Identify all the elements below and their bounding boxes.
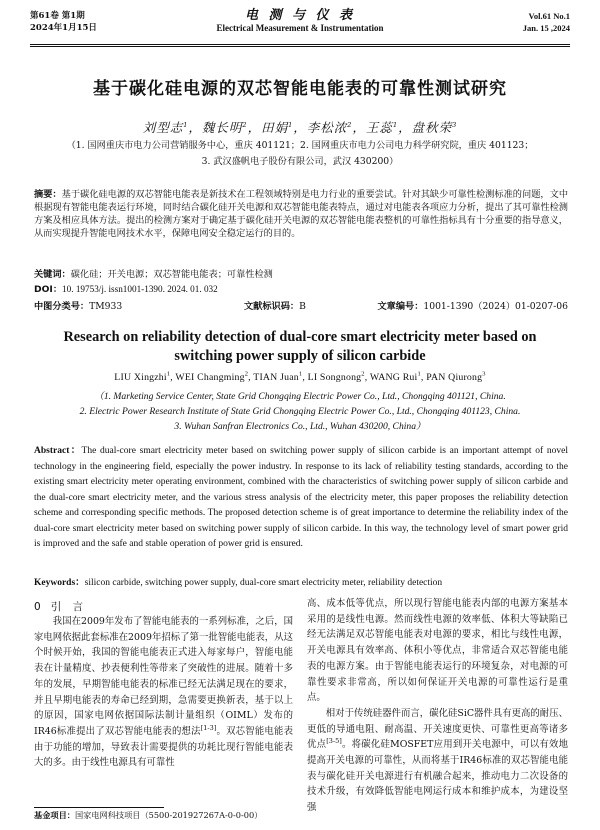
body-text: 。将碳化硅MOSFET应用到开关电源中，可以有效地提高开关电源的可靠性，从而将基于IR46标准的双芯智能电能表与碳化硅开关电源进行有机融合起来，推动电力二次设备的技术升级，有效降低智能电网运行成本和维护成本，为建设坚强 xyxy=(307,739,568,814)
article-number-label: 文章编号： xyxy=(377,301,424,312)
citation: [1-3] xyxy=(200,723,217,732)
paragraph xyxy=(307,596,568,706)
footnote-label: 基金项目： xyxy=(34,810,75,820)
body-right-column xyxy=(307,596,568,816)
affiliation-cn-line1: （1. 国网重庆市电力公司营销服务中心，重庆 401121；2. 国网重庆市电力公司电力科学研究院，重庆 401123； xyxy=(66,140,534,151)
classification-label: 中图分类号： xyxy=(34,301,90,312)
body-left-column xyxy=(34,614,293,771)
classification-text: TM933 xyxy=(89,301,123,312)
body-text: 高、成本低等优点，所以现行智能电能表内部的电源方案基本采用的是线性电源。然而线性电源的效率低、体积大等缺陷已经无法满足双芯智能电能表对电源的要求，相比与线性电源，开关电源具有效率高、体积小等优点，非常适合双芯智能电能表的电源方案。由于智能电能表运行的环境复杂，对电源的可靠性要求非常高，所以如何保证开关电源的可靠性运行是重点。 xyxy=(307,598,568,704)
affiliation-en-line2: 2. Electric Power Research Institute of State Grid Chongqing Electric Power Co., Ltd., Chongqing 401123, China. xyxy=(79,406,521,417)
author-en: WEI Changming$^2$ xyxy=(175,370,249,383)
author-cn: 刘型志$^1$ xyxy=(142,120,189,135)
keywords-en-text: silicon carbide, switching power supply, dual-core smart electricity meter, reliability detection xyxy=(84,578,443,588)
author-en: PAN Qiurong$^3$ xyxy=(426,370,486,383)
article-number-text: 1001-1390（2024）01-0207-06 xyxy=(423,301,568,312)
author-en: LIU Xingzhi$^1$ xyxy=(114,370,171,383)
journal-cn: 电 测 与 仪 表 xyxy=(244,8,356,23)
citation: [3-5] xyxy=(326,737,342,746)
keywords-en xyxy=(34,576,568,592)
footnote xyxy=(34,810,262,821)
header-right xyxy=(523,10,570,34)
section-number: 0 xyxy=(34,601,41,613)
author-en: WANG Rui$^1$ xyxy=(369,370,421,383)
header-rule-thin xyxy=(30,46,570,47)
document-code-text: B xyxy=(299,301,306,312)
author-cn: 李松浓$^2$ xyxy=(306,120,353,135)
author-cn: 田娟$^1$ xyxy=(261,120,294,135)
header-rule xyxy=(30,44,570,45)
author-cn: 魏长明$^2$ xyxy=(201,120,248,135)
volume-en: Vol.61 No.1 xyxy=(528,11,570,21)
section-heading xyxy=(34,599,87,614)
title-en-line2: switching power supply of silicon carbide xyxy=(174,348,426,364)
author-cn: 盘秋荣$^3$ xyxy=(411,120,458,135)
affiliation-cn-line2: 3. 武汉盛帆电子股份有限公司，武汉 430200） xyxy=(201,156,399,167)
journal-en: Electrical Measurement & Instrumentation xyxy=(216,23,384,33)
paragraph xyxy=(307,706,568,816)
document-code-label: 文献标识码： xyxy=(244,301,300,312)
doi xyxy=(34,283,568,296)
abstract-en-label: Abstract： xyxy=(34,446,82,456)
keywords-cn-text: 碳化硅；开关电源；双芯智能电能表；可靠性检测 xyxy=(70,269,273,280)
section-title: 引 言 xyxy=(50,601,88,613)
author-en: LI Songnong$^2$ xyxy=(307,370,365,383)
footnote-text: 国家电网科技项目（5500-201927267A-0-0-00） xyxy=(74,810,263,820)
author-en: TIAN Juan$^1$ xyxy=(253,370,303,383)
classification xyxy=(34,298,122,312)
body-text: 相对于传统硅器件而言，碳化硅SiC器件具有更高的耐压、更低的导通电阻、耐高温、开关速度更快、可靠性更高等诸多优点 xyxy=(307,707,568,751)
keywords-cn xyxy=(34,268,568,281)
authors-en: LIU Xingzhi$^1$, WEI Changming$^2$, TIAN Juan$^1$, LI Songnong$^2$, WANG Rui$^1$, PAN Qiurong$^3$ xyxy=(114,370,486,383)
abstract-en-text: The dual-core smart electricity meter based on switching power supply of silicon carbide is an important attempt of novel technology in the engineering field, especially the power industry. In response to its lack of reliability testing standards, according to the existing smart electricity meter operating environment, combined with the characteristics of switching power supply of silicon carbide and the dual-core smart electricity meter, and the various stress analysis of the electricity meter, this paper proposes the reliability detection scheme and corresponding specific methods. The proposed detection scheme is of great importance to determine the reliability index of the dual-core smart electricity meter based on switching power supply of silicon carbide. In this way, the technology level of smart power grid is improved and the safe and stable operation of power grid is ensured. xyxy=(34,446,568,549)
body-text: 我国在2009年发布了智能电能表的一系列标准，之后，国家电网依据此套标准在2009年招标了第一批智能电能表，从这个时候开始，我国的智能电能表正式进入每家每户，智能电能表在计量精度、抄表便利性等带来了突破性的进展。随着十多年的发展，早期智能电能表的标准已经无法满足现在的要求，并且早期电能表的寿命已经到期，急需要更换新表，基于以上的原因，国家电网依据国际法制计量组织（OIML）发布的IR46标准提出了双芯智能电能表的想法 xyxy=(34,616,293,737)
keywords-cn-label: 关键词： xyxy=(34,269,71,280)
author-cn: 王蕊$^1$ xyxy=(365,120,399,135)
abstract-cn-text: 基于碳化硅电源的双芯智能电能表是新技术在工程领域特别是电力行业的重要尝试。针对其缺少可靠性检测标准的问题，文中根据现有智能电能表运行环境，同时结合碳化硅开关电源和双芯智能电能表特点，通过对电能表各项应力分析，提出了其可靠性检测方案及相应具体方法。提出的检测方案对于确定基于碳化硅开关电源的双芯智能电能表整机的可靠性指标具有十分重要的指导意义，从而实现提升智能电网技术水平，保障电网安全稳定运行的目的。 xyxy=(34,189,569,239)
volume-cn: 第61卷 第1期 xyxy=(30,11,85,21)
affiliation-en-line1: （1. Marketing Service Center, State Grid Chongqing Electric Power Co., Ltd., Chongqing 401121, China. xyxy=(94,391,506,402)
article-number xyxy=(377,298,568,312)
doi-text: 10. 19753/j. issn1001-1390. 2024. 01. 032 xyxy=(62,284,218,294)
doi-label: DOI： xyxy=(34,284,63,295)
date-cn: 2024年1月15日 xyxy=(30,23,97,33)
title-en xyxy=(0,328,600,366)
document-code xyxy=(244,298,306,312)
abstract-en xyxy=(34,444,568,553)
affiliation-en-line3: 3. Wuhan Sanfran Electronics Co., Ltd., Wuhan 430200, China） xyxy=(174,421,426,432)
abstract-cn-label: 摘要： xyxy=(34,189,62,200)
body-text: 。双芯智能电能表由于功能的增加，导致表计需要提供的功耗比现行智能电能表大的多。由于线性电源具有可靠性 xyxy=(34,725,293,769)
abstract-cn xyxy=(34,188,568,240)
page-title: 基于碳化硅电源的双芯智能电能表的可靠性测试研究 xyxy=(93,79,507,99)
title-en-line1: Research on reliability detection of dual-core smart electricity meter based on xyxy=(63,329,537,345)
authors-cn: 刘型志$^1$，魏长明$^2$，田娟$^1$，李松浓$^2$，王蕊$^1$，盘秋荣$^3$ xyxy=(142,120,458,135)
date-en: Jan. 15 ,2024 xyxy=(522,23,570,33)
keywords-en-label: Keywords： xyxy=(34,578,85,588)
footnote-rule xyxy=(34,807,164,808)
header-center xyxy=(0,10,600,34)
